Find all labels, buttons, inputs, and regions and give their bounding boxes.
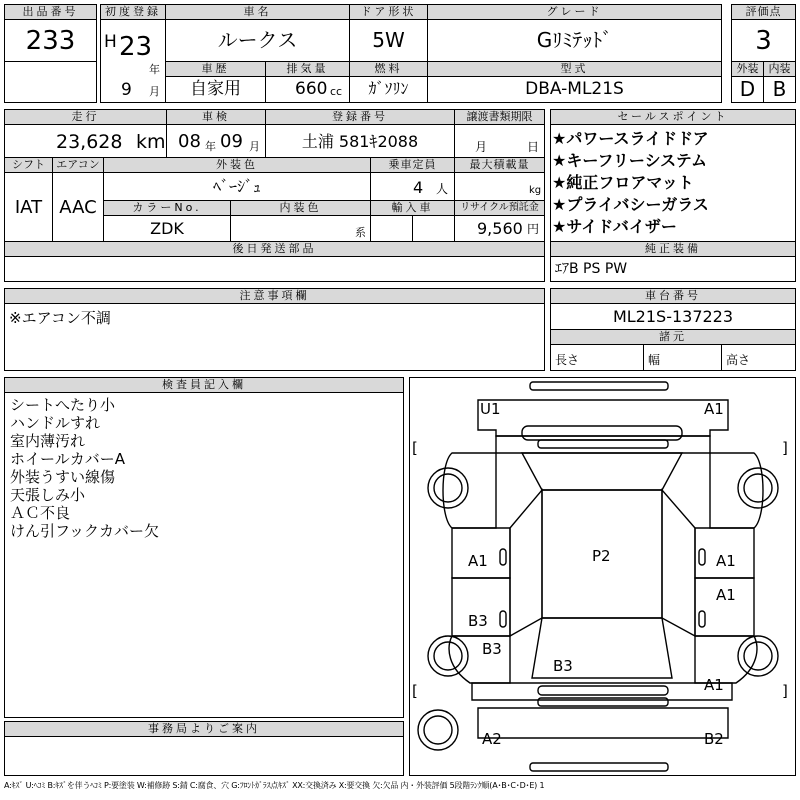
displacement-label: 排気量: [265, 61, 350, 77]
month-unit: 月: [149, 85, 160, 98]
inspection-year-unit: 年: [205, 140, 216, 153]
mileage-unit: km: [136, 131, 166, 153]
office-notice-label: 事務局よりご案内: [4, 721, 404, 737]
history: 自家用: [190, 79, 241, 99]
damage-mark: A1: [716, 552, 736, 570]
recycle-label: リサイクル預託金: [454, 200, 545, 216]
right-front-fender: [710, 453, 763, 528]
car-name-label: 車名: [165, 4, 350, 20]
exterior-label: 外装: [731, 61, 764, 77]
selling-point-item: ★純正フロアマット: [552, 173, 694, 192]
inspection-month: 09: [220, 131, 243, 152]
notes-text: ※エアコン不調: [9, 309, 111, 327]
front-glass-detail: [538, 440, 668, 448]
inspection-year: 08: [178, 131, 201, 152]
recycle-fee: 9,560: [477, 219, 523, 238]
inspector-note: 外装うすい線傷: [10, 468, 116, 486]
inspector-notes-label: 検査員記入欄: [4, 377, 404, 393]
plate-label: 登録番号: [265, 109, 455, 125]
damage-mark: P2: [592, 547, 611, 565]
inspector-note: ホイールカバーA: [10, 450, 125, 468]
max-load-unit: kg: [529, 185, 542, 196]
left-handle: [500, 611, 506, 627]
genuine-equipment-label: 純正装備: [550, 241, 796, 257]
inspector-note: シートへたり小: [10, 396, 116, 414]
genuine-equipment: ｴｱB PS PW: [555, 261, 628, 277]
color-number-label: カラーNo.: [103, 200, 231, 216]
rear-garnish: [538, 686, 668, 695]
transfer-month-unit: 月: [475, 140, 488, 154]
damage-mark: A1: [468, 552, 488, 570]
mileage: 23,628: [56, 131, 123, 153]
door-label: ドア形状: [349, 4, 428, 20]
displacement: 660: [295, 79, 328, 99]
grille: [522, 426, 682, 440]
left-front-fender: [443, 453, 496, 528]
damage-mark: A1: [716, 586, 736, 604]
import-cell-right: [412, 215, 455, 242]
shift-label: シフト: [4, 157, 53, 173]
transfer-deadline-label: 譲渡書類期限: [454, 109, 545, 125]
right-mirror: [699, 549, 705, 565]
bracket-close: ]: [782, 439, 788, 457]
selling-points-list: [552, 128, 794, 238]
tow-bar: [530, 763, 668, 771]
selling-points-label: セールスポイント: [550, 109, 796, 125]
damage-mark: U1: [480, 400, 501, 418]
shift: IAT: [14, 197, 43, 218]
selling-point-item: ★サイドバイザー: [552, 217, 677, 236]
first-registration-label: 初度登録: [100, 4, 166, 20]
history-label: 車歴: [165, 61, 266, 77]
front-panel: [478, 400, 728, 436]
inspector-note: けん引フックカバー欠: [10, 522, 159, 540]
inspection-month-unit: 月: [249, 140, 260, 153]
office-notice-cell: [4, 736, 404, 776]
left-pillar: [510, 490, 542, 636]
rear-bumper: [478, 708, 728, 738]
inspector-note: 室内薄汚れ: [10, 432, 86, 450]
grade-label: グレード: [427, 4, 722, 20]
interior-color-cell: [230, 215, 371, 242]
inspector-note: 天張しみ小: [10, 486, 86, 504]
import-cell-left: [370, 215, 413, 242]
bracket-open: [: [412, 682, 418, 700]
door-type: 5W: [372, 28, 405, 52]
damage-mark: B3: [553, 657, 573, 675]
displacement-unit: cc: [330, 85, 343, 98]
lot-number-blank: [4, 61, 97, 103]
air-conditioner: AAC: [59, 197, 97, 218]
bracket-open: [: [412, 439, 418, 457]
interior-color-label: 内装色: [230, 200, 371, 216]
score: 3: [755, 26, 772, 56]
interior-label: 内装: [763, 61, 796, 77]
later-parts-label: 後日発送部品: [4, 241, 545, 257]
capacity-unit: 人: [436, 182, 449, 196]
interior-grade: B: [772, 77, 787, 101]
chassis-number: ML21S-137223: [612, 307, 734, 326]
inspection-label: 車検: [166, 109, 266, 125]
mileage-label: 走行: [4, 109, 167, 125]
inspector-notes-list: [10, 396, 400, 540]
inspector-note: ＡＣ不良: [10, 504, 71, 522]
registration-month: 9: [121, 80, 132, 100]
era: H: [104, 32, 117, 52]
windshield: [522, 453, 682, 490]
damage-mark: B3: [482, 640, 502, 658]
capacity-label: 乗車定員: [370, 157, 455, 173]
bracket-close: ]: [782, 682, 788, 700]
car-condition-diagram: [410, 378, 795, 775]
model-code: DBA-ML21S: [525, 79, 624, 99]
selling-point-item: ★パワースライドドア: [552, 129, 709, 148]
lot-number-label: 出品番号: [4, 4, 97, 20]
plate-number: 土浦 581ｷ2088: [301, 132, 419, 151]
right-handle: [699, 611, 705, 627]
front-bumper: [530, 382, 668, 390]
interior-color-unit: 系: [355, 226, 366, 239]
year-unit: 年: [149, 63, 160, 76]
recycle-unit: 円: [527, 222, 540, 236]
score-label: 評価点: [731, 4, 796, 20]
car-name: ルークス: [217, 28, 298, 52]
lot-number: 233: [25, 26, 76, 56]
selling-point-item: ★プライバシーガラス: [552, 195, 709, 214]
capacity: 4: [413, 178, 424, 197]
color-number: ZDK: [150, 219, 184, 238]
right-pillar: [662, 490, 695, 636]
damage-mark: B2: [704, 730, 724, 748]
spec-label: 諸元: [550, 329, 796, 345]
later-parts-cell: [4, 256, 545, 282]
left-mirror: [500, 549, 506, 565]
chassis-number-label: 車台番号: [550, 288, 796, 304]
legend-footer: A:ｷｽﾞ U:ﾍｺﾐ B:ｷｽﾞを伴うﾍｺﾐ P:要塗装 W:補修跡 S:錆 C:腐食、穴 G:ﾌﾛﾝﾄｶﾞﾗｽ点ｷｽﾞ XX:交換済み X:要交換 欠:欠品 内・外装評価 5段階ﾗﾝｸ順(A･B･C･D･E) 1: [4, 781, 545, 790]
exterior-color-label: 外装色: [103, 157, 371, 173]
inspector-note: ハンドルすれ: [10, 414, 101, 432]
damage-mark: A1: [704, 400, 724, 418]
max-load-label: 最大積載量: [454, 157, 545, 173]
notes-label: 注意事項欄: [4, 288, 545, 304]
ac-label: エアコン: [52, 157, 104, 173]
model-label: 型式: [427, 61, 722, 77]
exterior-color: ﾍﾞｰｼﾞｭ: [212, 177, 261, 196]
grade: Gﾘﾐﾃｯﾄﾞ: [536, 28, 613, 52]
width-label: 幅: [648, 353, 661, 367]
damage-mark: B3: [468, 612, 488, 630]
selling-point-item: ★キーフリーシステム: [552, 151, 707, 170]
hood: [496, 436, 710, 453]
rear-bumper-upper: [538, 698, 668, 706]
fuel-label: 燃料: [349, 61, 428, 77]
import-label: 輸入車: [370, 200, 455, 216]
height-label: 高さ: [726, 353, 751, 367]
damage-mark: A1: [704, 676, 724, 694]
damage-mark: A2: [482, 730, 502, 748]
registration-year: 23: [119, 32, 153, 62]
transfer-day-unit: 日: [527, 140, 540, 154]
exterior-grade: D: [739, 77, 756, 101]
length-label: 長さ: [555, 353, 580, 367]
fuel: ｶﾞｿﾘﾝ: [368, 79, 409, 98]
